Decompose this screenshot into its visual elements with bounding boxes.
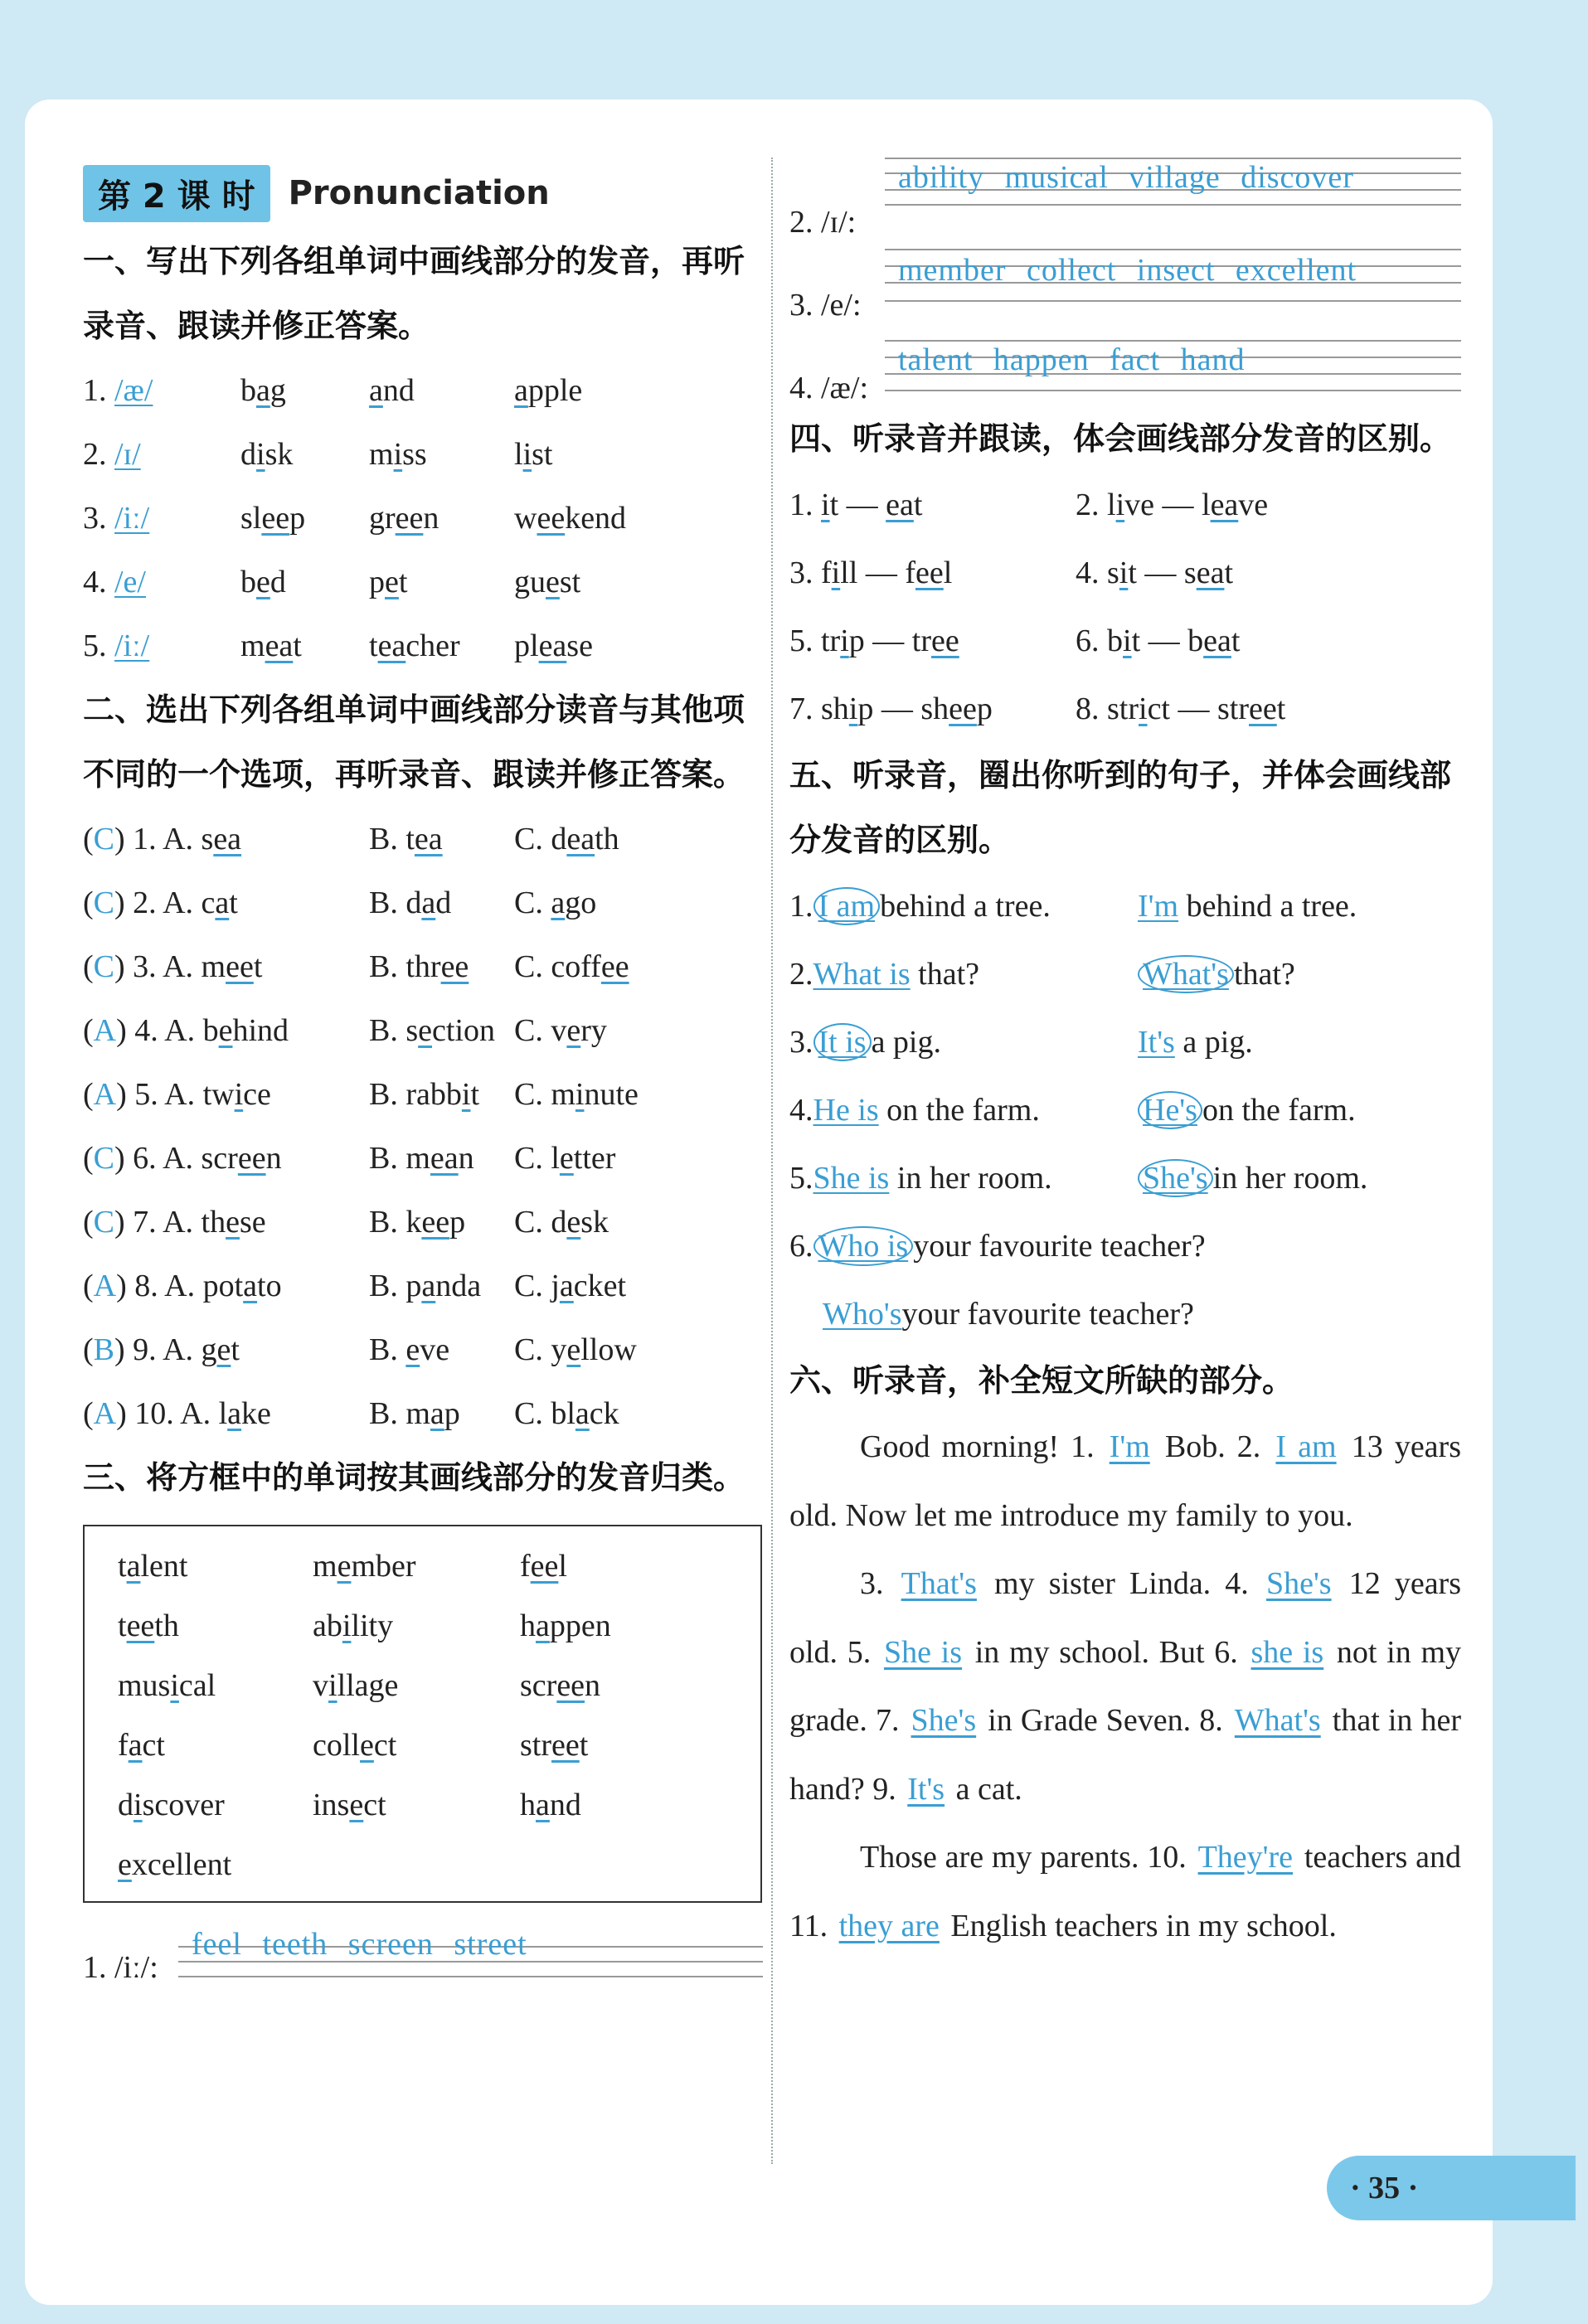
answer-words: feel teeth screen street bbox=[192, 1927, 527, 1962]
circled-choice: Who is bbox=[813, 1226, 914, 1266]
word: B. mean bbox=[369, 1140, 474, 1176]
word: C. very bbox=[514, 1012, 607, 1048]
answer: C bbox=[93, 1204, 115, 1240]
answer-cell: 4. /e/ bbox=[83, 564, 146, 599]
word: bed bbox=[240, 564, 286, 599]
section1-row bbox=[83, 614, 763, 677]
answer-words: ability musical village discover bbox=[898, 160, 1354, 195]
question-cell: (C) 3. A. meet bbox=[83, 949, 263, 984]
word: disk bbox=[240, 436, 294, 472]
sentence-row bbox=[789, 1076, 1461, 1144]
question-cell: (A) 4. A. behind bbox=[83, 1012, 289, 1048]
question-cell: (C) 1. A. sea bbox=[83, 821, 242, 856]
sentence-row-6b: Who's your favourite teacher? bbox=[823, 1297, 1194, 1332]
sentence-b: I'm behind a tree. bbox=[1138, 889, 1357, 924]
sentence-row bbox=[789, 872, 1461, 940]
question-cell: (A) 8. A. potato bbox=[83, 1268, 282, 1303]
blank-2[interactable]: I am bbox=[1275, 1429, 1337, 1464]
pair-row bbox=[789, 539, 1461, 607]
answer: /æ/ bbox=[114, 372, 153, 408]
question-cell: (C) 6. A. screen bbox=[83, 1140, 282, 1176]
word: C. yellow bbox=[514, 1332, 637, 1367]
sentence-a: 1. I am behind a tree. bbox=[789, 889, 1051, 924]
answer-cell: 1. /æ/ bbox=[83, 372, 153, 408]
word: cat bbox=[201, 885, 238, 920]
word: miss bbox=[369, 436, 427, 472]
word: and bbox=[369, 372, 415, 408]
word: get bbox=[201, 1332, 240, 1367]
word: B. keep bbox=[369, 1204, 466, 1240]
word: sleep bbox=[240, 500, 306, 536]
word-pair: 6. bit — beat bbox=[1076, 623, 1241, 658]
choice-a: It is bbox=[813, 1023, 872, 1061]
answer-cell: 3. /iː/ bbox=[83, 500, 150, 536]
pair-row bbox=[789, 607, 1461, 675]
word-box bbox=[83, 1525, 762, 1903]
section2-row bbox=[83, 807, 763, 871]
word: v i llage bbox=[313, 1668, 399, 1703]
word: meat bbox=[240, 628, 302, 663]
sentence-row-6: 6. Who is your favourite teacher? bbox=[789, 1212, 1461, 1280]
choice-b: It's bbox=[1138, 1025, 1175, 1060]
word: these bbox=[201, 1204, 266, 1240]
word: C. desk bbox=[514, 1204, 609, 1240]
blank-8[interactable]: What's bbox=[1234, 1703, 1321, 1738]
answer: /iː/ bbox=[114, 628, 150, 663]
word: B. panda bbox=[369, 1268, 482, 1303]
word: C. jacket bbox=[514, 1268, 627, 1303]
answer-row-3 bbox=[789, 240, 1461, 323]
word: pet bbox=[369, 564, 408, 599]
choice-a: I am bbox=[813, 887, 881, 925]
answer-cell: 2. /ɪ/ bbox=[83, 436, 141, 472]
word: B. section bbox=[369, 1012, 495, 1048]
word-pair: 8. strict — street bbox=[1076, 691, 1286, 726]
answer: A bbox=[93, 1076, 117, 1112]
blank-10[interactable]: They're bbox=[1197, 1840, 1294, 1875]
answer-cell: 5. /iː/ bbox=[83, 628, 150, 663]
word: behind bbox=[202, 1012, 289, 1048]
word: t ee th bbox=[118, 1608, 179, 1643]
answer: B bbox=[93, 1332, 115, 1367]
section1-row bbox=[83, 422, 763, 486]
word: coll e ct bbox=[313, 1728, 397, 1763]
section2-row bbox=[83, 998, 763, 1062]
word: sea bbox=[201, 821, 242, 856]
word: meet bbox=[201, 949, 263, 984]
sentence-a: 5.She is in her room. bbox=[789, 1161, 1052, 1196]
section2-row bbox=[83, 1254, 763, 1317]
question-cell: (A) 5. A. twice bbox=[83, 1076, 271, 1112]
section2-row bbox=[83, 934, 763, 998]
top-band bbox=[0, 0, 1588, 99]
section3-heading: 三、将方框中的单词按其画线部分的发音归类。 bbox=[83, 1459, 745, 1496]
answer: /e/ bbox=[114, 564, 146, 599]
word: C. death bbox=[514, 821, 619, 856]
answer: C bbox=[93, 821, 115, 856]
answer-row-2 bbox=[789, 158, 1461, 240]
section1-row bbox=[83, 358, 763, 422]
section4-list bbox=[789, 471, 1461, 743]
word: mus i cal bbox=[118, 1668, 216, 1703]
answer-words: member collect insect excellent bbox=[898, 253, 1357, 288]
section5-list bbox=[789, 872, 1461, 1212]
section2-row bbox=[83, 1381, 763, 1445]
choice-a: He is bbox=[813, 1093, 879, 1128]
word: d i scover bbox=[118, 1788, 225, 1822]
choice-a: She is bbox=[813, 1161, 890, 1196]
right-column bbox=[789, 158, 1461, 1960]
blank-11[interactable]: they are bbox=[838, 1908, 940, 1943]
sentence-a: 2.What is that? bbox=[789, 957, 979, 992]
section2-list bbox=[83, 807, 763, 1445]
word: B. rabbit bbox=[369, 1076, 479, 1112]
word: f ee l bbox=[520, 1549, 567, 1584]
choice-b: He's bbox=[1138, 1091, 1202, 1129]
question-cell: (B) 9. A. get bbox=[83, 1332, 240, 1367]
word: twice bbox=[202, 1076, 271, 1112]
blank-1[interactable]: I'm bbox=[1109, 1429, 1150, 1464]
word: e xcellent bbox=[118, 1847, 232, 1882]
sentence-b: He's on the farm. bbox=[1138, 1092, 1356, 1128]
word: please bbox=[514, 628, 593, 663]
lesson-tag: 第 2 课 时 bbox=[83, 165, 270, 222]
word: scr ee n bbox=[520, 1668, 601, 1703]
word: green bbox=[369, 500, 439, 536]
sentence-a: 3. It is a pig. bbox=[789, 1025, 941, 1060]
column-divider bbox=[771, 158, 773, 2164]
left-column bbox=[83, 158, 763, 1986]
word: B. map bbox=[369, 1395, 460, 1431]
section2-row bbox=[83, 1126, 763, 1190]
question-cell: (A) 10. A. lake bbox=[83, 1395, 271, 1431]
word: B. eve bbox=[369, 1332, 450, 1367]
word: C. minute bbox=[514, 1076, 639, 1112]
sentence-b: She's in her room. bbox=[1138, 1160, 1367, 1196]
word: C. letter bbox=[514, 1140, 616, 1176]
blank-6[interactable]: she is bbox=[1250, 1634, 1324, 1670]
blank-4[interactable]: She's bbox=[1265, 1566, 1332, 1601]
word: apple bbox=[514, 372, 583, 408]
word: f a ct bbox=[118, 1728, 165, 1763]
answer: A bbox=[93, 1012, 117, 1048]
word-pair: 2. live — leave bbox=[1076, 488, 1269, 522]
word: B. tea bbox=[369, 821, 443, 856]
choice-b: I'm bbox=[1138, 889, 1179, 924]
word: weekend bbox=[514, 500, 627, 536]
answer-label: 1. /iː/: bbox=[83, 1950, 158, 1985]
section2-row bbox=[83, 1317, 763, 1381]
blank-3[interactable]: That's bbox=[901, 1566, 977, 1601]
word: C. ago bbox=[514, 885, 597, 920]
section1-list bbox=[83, 358, 763, 677]
sentence-a: 4.He is on the farm. bbox=[789, 1093, 1040, 1128]
lesson-header bbox=[83, 158, 763, 229]
answer: C bbox=[93, 1140, 115, 1176]
sentence-b: It's a pig. bbox=[1138, 1025, 1253, 1060]
section2-row bbox=[83, 1062, 763, 1126]
page-number: · 35 · bbox=[1327, 2156, 1576, 2220]
choice-b: What's bbox=[1138, 955, 1234, 993]
word-pair: 1. it — eat bbox=[789, 488, 923, 522]
sentence-b: What's that? bbox=[1138, 956, 1295, 992]
word: h a nd bbox=[520, 1788, 581, 1822]
question-cell: (C) 2. A. cat bbox=[83, 885, 238, 920]
section2-row bbox=[83, 1190, 763, 1254]
section2-heading: 二、选出下列各组单词中画线部分读音与其他项不同的一个选项，再听录音、跟读并修正答案。 bbox=[83, 691, 745, 793]
word: ins e ct bbox=[313, 1788, 386, 1822]
section4-heading: 四、听录音并跟读，体会画线部分发音的区别。 bbox=[789, 420, 1452, 457]
answer-row-4 bbox=[789, 323, 1461, 406]
sentence-row bbox=[789, 1008, 1461, 1076]
word-pair: 5. trip — tree bbox=[789, 623, 959, 658]
answer: C bbox=[93, 949, 115, 984]
question-cell: (C) 7. A. these bbox=[83, 1204, 266, 1240]
word: B. three bbox=[369, 949, 469, 984]
section1-row bbox=[83, 486, 763, 550]
word-pair: 4. sit — seat bbox=[1076, 556, 1234, 590]
word: str ee t bbox=[520, 1728, 589, 1763]
word: list bbox=[514, 436, 553, 472]
blank-7[interactable]: She's bbox=[911, 1703, 977, 1738]
answer: A bbox=[93, 1395, 117, 1431]
word-pair: 3. fill — feel bbox=[789, 556, 953, 590]
answer-label: 2. /ɪ/: bbox=[789, 205, 857, 240]
word: bag bbox=[240, 372, 286, 408]
blank-9[interactable]: It's bbox=[907, 1771, 945, 1807]
word-pair: 7. ship — sheep bbox=[789, 691, 993, 726]
right-band bbox=[1493, 99, 1588, 2324]
answer: /ɪ/ bbox=[114, 436, 141, 472]
sentence-row bbox=[789, 940, 1461, 1008]
word: m e mber bbox=[313, 1549, 416, 1584]
choice-a: What is bbox=[813, 957, 911, 992]
section6-heading: 六、听录音，补全短文所缺的部分。 bbox=[789, 1362, 1294, 1399]
answer: /iː/ bbox=[114, 500, 150, 536]
lesson-title: Pronunciation bbox=[288, 174, 550, 212]
answer-label: 3. /e/: bbox=[789, 288, 862, 323]
answer-words: talent happen fact hand bbox=[898, 342, 1246, 377]
answer-row-1 bbox=[83, 1903, 763, 1986]
pair-row bbox=[789, 675, 1461, 743]
section1-row bbox=[83, 550, 763, 614]
word: B. dad bbox=[369, 885, 452, 920]
word: t a lent bbox=[118, 1549, 188, 1584]
answer: C bbox=[93, 885, 115, 920]
section1-heading: 一、写出下列各组单词中画线部分的发音，再听录音、跟读并修正答案。 bbox=[83, 243, 745, 344]
passage: Good morning! 1. I'm Bob. 2. I am 13 years old. Now let me introduce my family to you. 3. That's my sister Linda. 4. She's 12 years old. 5. She is in my school. But 6. she is not in my grade. 7. She's in Grade Seven. 8. What's that in her hand? 9. It's a cat. Those are my parents. 10. They're teachers and 11. they are English teachers in my school. bbox=[789, 1429, 1462, 1943]
word: h a ppen bbox=[520, 1608, 611, 1643]
word: teacher bbox=[369, 628, 460, 663]
word: C. coffee bbox=[514, 949, 629, 984]
pair-row bbox=[789, 471, 1461, 539]
answer-label: 4. /æ/: bbox=[789, 371, 869, 405]
blank-5[interactable]: She is bbox=[883, 1634, 963, 1670]
section5-heading: 五、听录音，圈出你听到的句子，并体会画线部分发音的区别。 bbox=[789, 757, 1452, 858]
word: potato bbox=[202, 1268, 282, 1303]
word: ab i lity bbox=[313, 1608, 394, 1643]
word: guest bbox=[514, 564, 581, 599]
section2-row bbox=[83, 871, 763, 934]
word: C. black bbox=[514, 1395, 619, 1431]
answer: A bbox=[93, 1268, 117, 1303]
choice-b: She's bbox=[1138, 1159, 1213, 1197]
sentence-row bbox=[789, 1144, 1461, 1212]
word: lake bbox=[218, 1395, 271, 1431]
word: screen bbox=[201, 1140, 282, 1176]
